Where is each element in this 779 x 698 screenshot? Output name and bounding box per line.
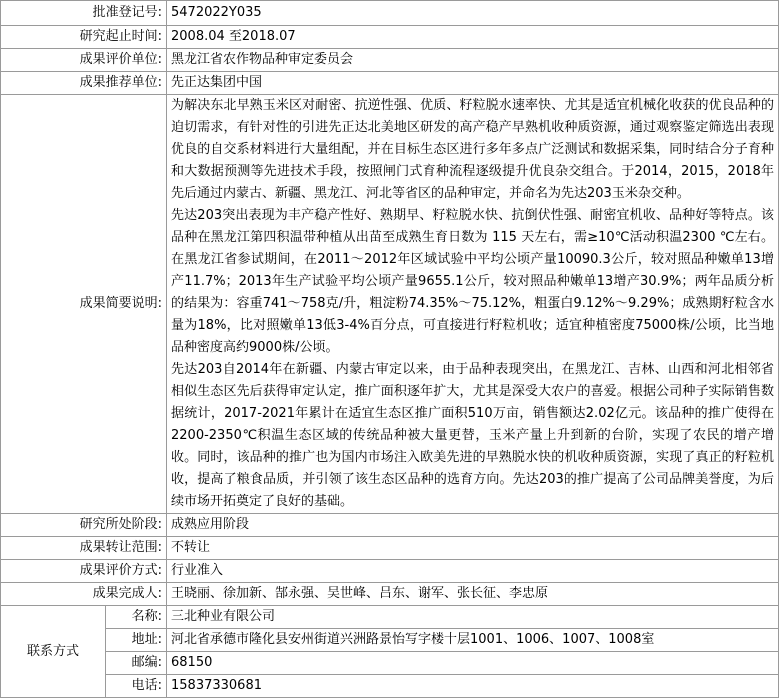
recommend-unit-value: 先正达集团中国 xyxy=(167,72,779,95)
summary-label: 成果简要说明: xyxy=(1,95,167,514)
summary-paragraph-1: 为解决东北早熟玉米区对耐密、抗逆性强、优质、籽粒脱水速率快、尤其是适宜机械化收获的优良品种的迫切需求，有针对性的引进先正达北美地区研发的高产稳产早熟机收种质资源，通过观察鉴定筛选出表现优良的自交系材料进行大量组配，并在目标生态区进行多年多点广泛测试和数据采集，同时结合分子育种和大数据预测等先进技术手段，按照闸门式育种流程逐级提升优良杂交组合。于2014，2015，2018年先后通过内蒙古、新疆、黑龙江、河北等省区的品种审定，并命名为先达203玉米杂交种。 xyxy=(171,98,775,201)
summary-paragraph-2: 先达203突出表现为丰产稳产性好、熟期早、籽粒脱水快、抗倒伏性强、耐密宜机收、品种好等特点。该品种在黑龙江第四积温带种植从出苗至成熟生育日数为 115 天左右，需≥10℃活动积温2300 ℃左右。在黑龙江省参试期间，在2011～2012年区域试验中平均公顷产量10090.3公斤，较对照品种嫩单13增产11.7%；2013年生产试验平均公顷产量9655.1公斤，较对照品种嫩单13增产30.9%；两年品质分析的结果为：容重741～758克/升，粗淀粉74.35%～75.12%，粗蛋白9.12%～9.29%；成熟期籽粒含水量为18%，比对照嫩单13低3-4%百分点，可直接进行籽粒机收；适宜种植密度75000株/公顷，比当地品种密度高约9000株/公顷。 xyxy=(171,208,775,355)
row-completers xyxy=(1,583,779,606)
contact-name-label: 名称: xyxy=(106,606,167,629)
row-approval-no xyxy=(1,1,779,26)
stage-value: 成熟应用阶段 xyxy=(167,514,779,537)
contact-address-label: 地址: xyxy=(106,629,167,652)
eval-unit-value: 黑龙江省农作物品种审定委员会 xyxy=(167,49,779,72)
row-contact-address xyxy=(1,629,779,652)
contact-label: 联系方式 xyxy=(1,606,106,698)
summary-text xyxy=(167,95,779,514)
period-label: 研究起止时间: xyxy=(1,26,167,49)
recommend-unit-label: 成果推荐单位: xyxy=(1,72,167,95)
eval-method-label: 成果评价方式: xyxy=(1,560,167,583)
completers-label: 成果完成人: xyxy=(1,583,167,606)
summary-paragraph-3: 先达203自2014年在新疆、内蒙古审定以来，由于品种表现突出，在黑龙江、吉林、山西和河北相邻省相似生态区先后获得审定认定，推广面积逐年扩大，尤其是深受大农户的喜爱。根据公司种子实际销售数据统计，2017-2021年累计在适宜生态区推广面积510万亩，销售额达2.02亿元。该品种的推广使得在2200-2350℃积温生态区域的传统品种被大量更替，玉米产量上升到新的台阶，实现了农民的增产增收。同时，该品种的推广也为国内市场注入欧美先进的早熟脱水快的机收种质资源，实现了真正的籽粒机收，提高了粮食品质，并引领了该生态区品种的选育方向。先达203的推广提高了公司品牌美誉度，为后续市场开拓奠定了良好的基础。 xyxy=(171,362,775,509)
contact-postcode-label: 邮编: xyxy=(106,652,167,675)
period-value: 2008.04 至2018.07 xyxy=(167,26,779,49)
approval-no-label: 批准登记号: xyxy=(1,1,167,26)
row-summary xyxy=(1,95,779,514)
row-stage xyxy=(1,514,779,537)
row-contact-postcode xyxy=(1,652,779,675)
eval-unit-label: 成果评价单位: xyxy=(1,49,167,72)
stage-label: 研究所处阶段: xyxy=(1,514,167,537)
transfer-value: 不转让 xyxy=(167,537,779,560)
contact-phone-value: 15837330681 xyxy=(167,675,779,698)
contact-postcode-value: 68150 xyxy=(167,652,779,675)
contact-phone-label: 电话: xyxy=(106,675,167,698)
completers-value: 王晓丽、徐加新、郜永强、吴世峰、吕东、谢军、张长征、李忠原 xyxy=(167,583,779,606)
row-transfer xyxy=(1,537,779,560)
row-period xyxy=(1,26,779,49)
eval-method-value: 行业准入 xyxy=(167,560,779,583)
row-eval-method xyxy=(1,560,779,583)
row-recommend-unit xyxy=(1,72,779,95)
row-contact-phone xyxy=(1,675,779,698)
approval-no-value: 5472022Y035 xyxy=(167,1,779,26)
transfer-label: 成果转让范围: xyxy=(1,537,167,560)
row-eval-unit xyxy=(1,49,779,72)
row-contact-name xyxy=(1,606,779,629)
contact-address-value: 河北省承德市隆化县安州街道兴洲路景怡写字楼十层1001、1006、1007、1008室 xyxy=(167,629,779,652)
contact-name-value: 三北种业有限公司 xyxy=(167,606,779,629)
